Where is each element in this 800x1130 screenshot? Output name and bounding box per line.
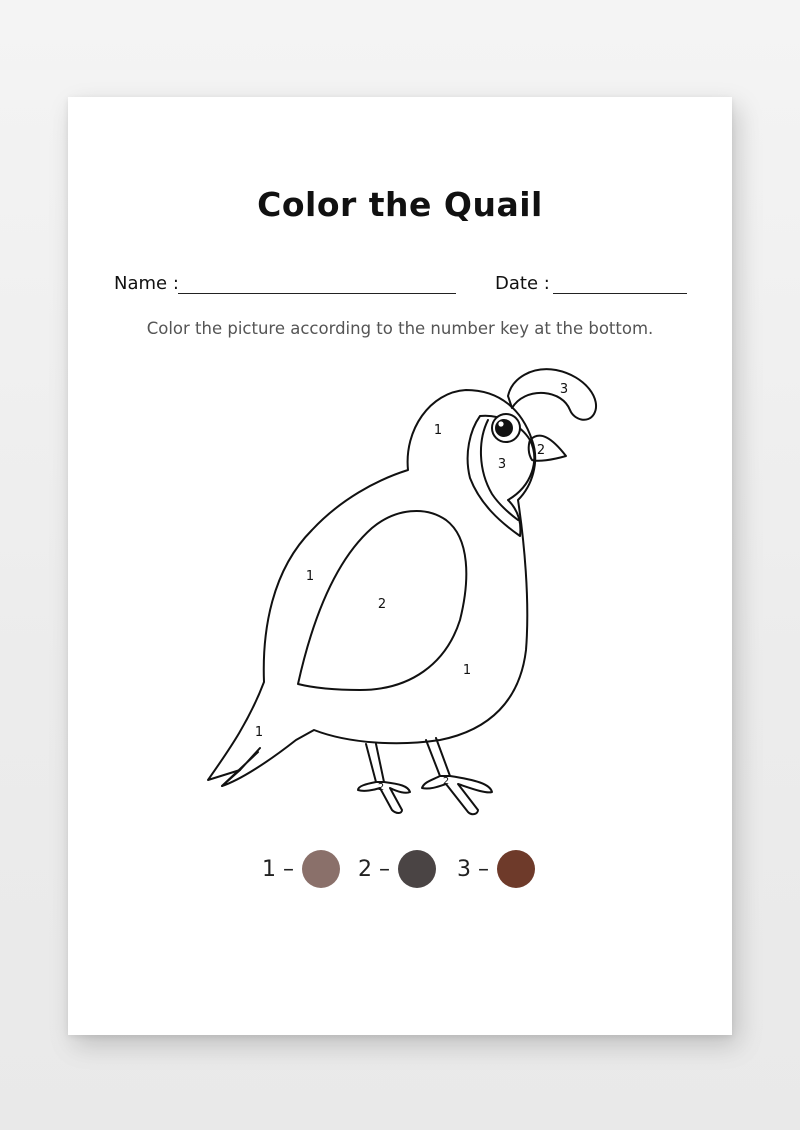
color-key-label: 3 – <box>457 856 489 882</box>
color-swatch <box>398 850 436 888</box>
beak-number: 2 <box>536 443 546 458</box>
right-foot <box>422 776 492 814</box>
crest-number: 3 <box>559 382 569 397</box>
left-foot-number: 2 <box>377 782 385 793</box>
left-leg <box>366 744 384 782</box>
crest-outline <box>508 369 596 420</box>
worksheet-page <box>68 97 732 1035</box>
right-leg <box>426 738 450 776</box>
tail-lines <box>222 748 260 786</box>
color-key-2 <box>358 849 436 889</box>
date-label: Date : <box>495 273 550 294</box>
wing-number: 2 <box>377 597 387 612</box>
face-number: 3 <box>497 457 507 472</box>
right-foot-number: 2 <box>442 776 450 787</box>
belly-number: 1 <box>462 663 472 678</box>
worksheet-title: Color the Quail <box>257 185 543 224</box>
name-label: Name : <box>114 273 179 294</box>
color-key-label: 1 – <box>262 856 294 882</box>
color-key-label: 2 – <box>358 856 390 882</box>
eye-pupil <box>496 420 512 436</box>
color-swatch <box>302 850 340 888</box>
eye-glint <box>498 421 503 426</box>
color-key-1 <box>262 849 340 889</box>
instructions-text: Color the picture according to the number key at the bottom. <box>146 319 654 338</box>
tail-number: 1 <box>254 725 264 740</box>
color-swatch <box>497 850 535 888</box>
upper-body-number: 1 <box>305 569 315 584</box>
head-number: 1 <box>433 423 443 438</box>
quail-drawing <box>68 97 732 1035</box>
color-key-3 <box>457 849 535 889</box>
